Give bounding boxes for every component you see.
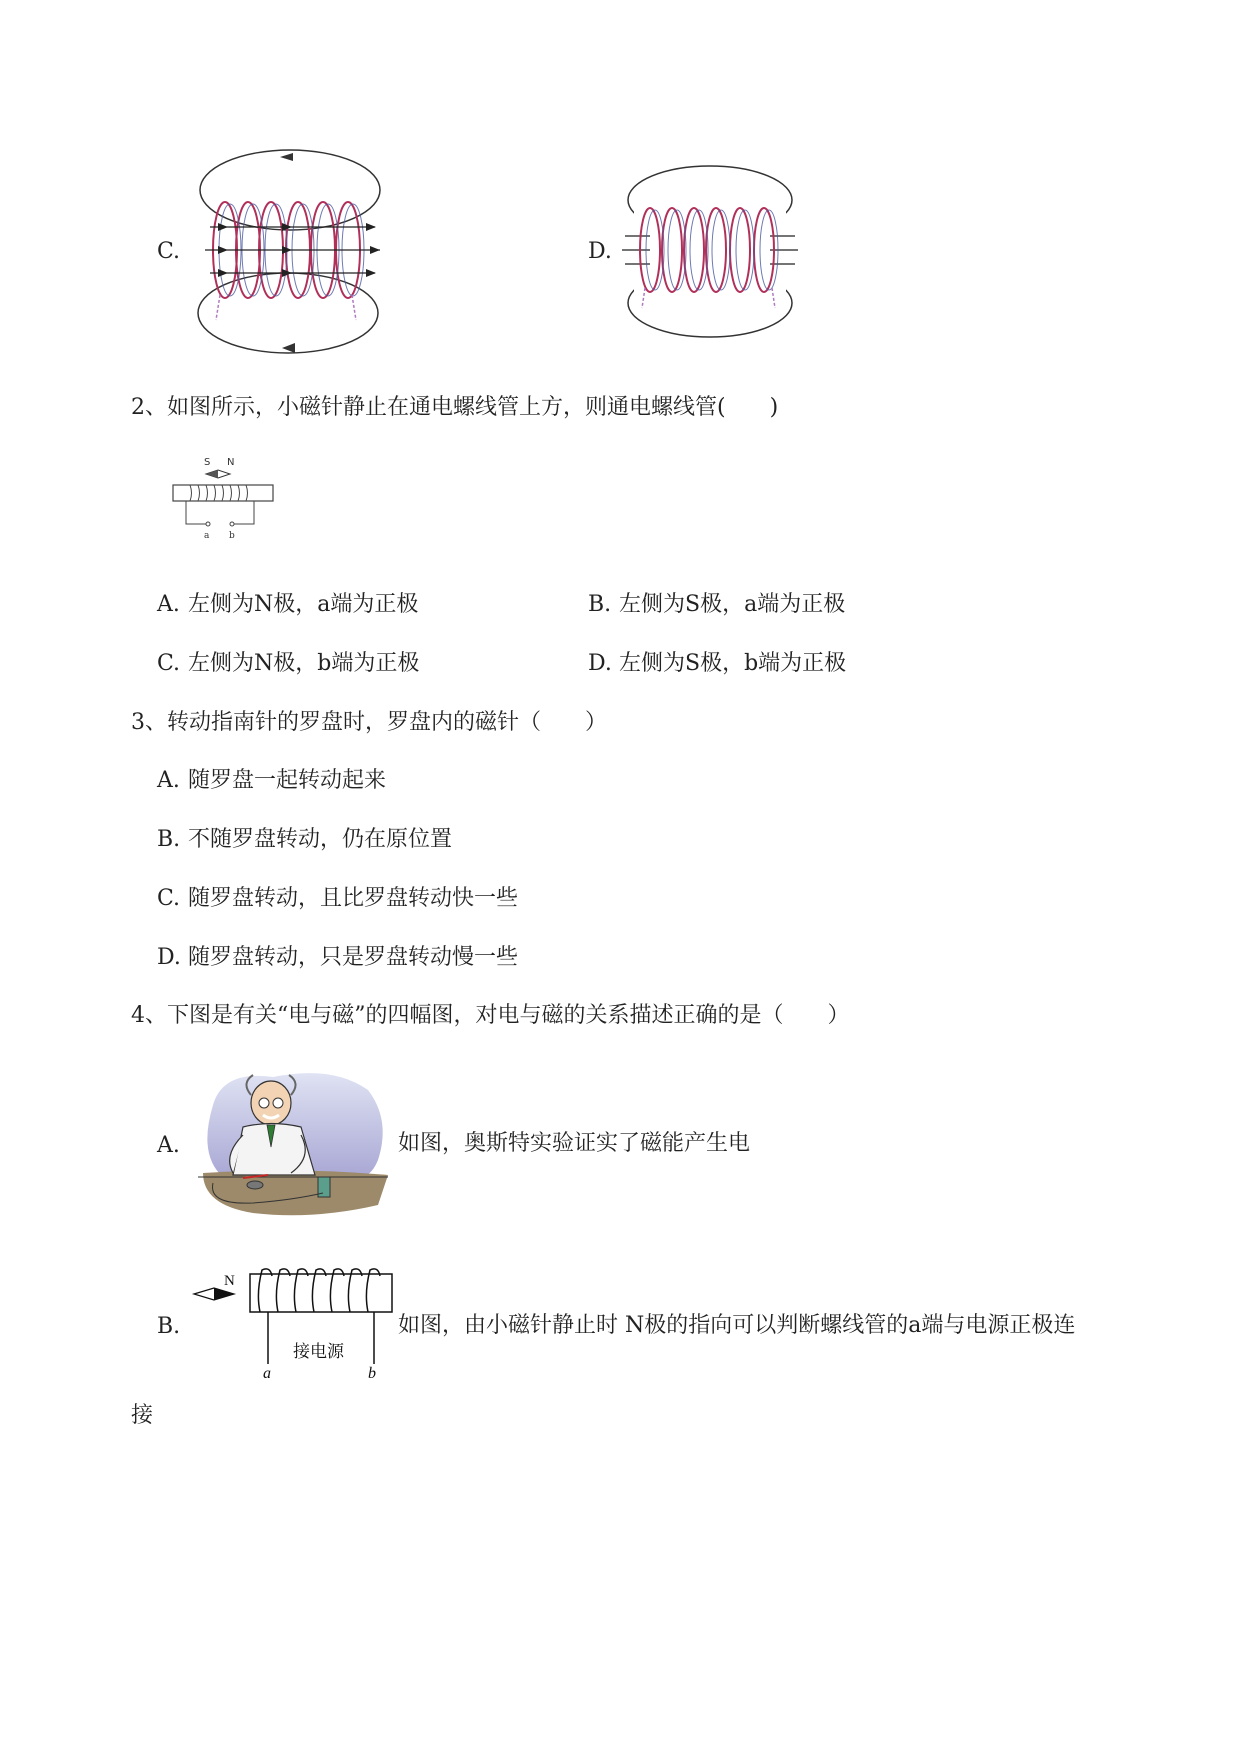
q2-option-b-label: B. — [588, 592, 612, 617]
q4-fig-label-a: a — [263, 1365, 271, 1382]
question-3-stem: 3、转动指南针的罗盘时，罗盘内的磁针（ ） — [131, 710, 607, 735]
q2-option-c-label: C. — [157, 651, 181, 676]
q1-option-d-label: D. — [588, 239, 612, 264]
q2-fig-label-n: N — [227, 457, 235, 468]
q1-figure-c — [190, 145, 390, 360]
q3-option-d-label: D. — [157, 945, 181, 970]
q4-option-a-label: A. — [157, 1133, 180, 1158]
q2-option-a-text: 左侧为N极，a端为正极 — [188, 592, 419, 617]
q4-option-b-text: 如图，由小磁针静止时 N极的指向可以判断螺线管的a端与电源正极连 — [398, 1313, 1076, 1338]
q3-option-b-text: 不随罗盘转动，仍在原位置 — [188, 827, 453, 852]
q2-fig-label-b: b — [229, 531, 235, 541]
q4-fig-label-b: b — [368, 1365, 376, 1382]
question-2-stem: 2、如图所示，小磁针静止在通电螺线管上方，则通电螺线管( ) — [131, 395, 779, 420]
q4-option-b-continuation: 接 — [131, 1403, 154, 1428]
q4-oersted-cartoon — [193, 1065, 393, 1220]
q3-option-a-label: A. — [157, 768, 180, 793]
q2-solenoid-figure — [168, 452, 278, 542]
q4-fig-label-power: 接电源 — [293, 1342, 344, 1362]
q2-option-a-label: A. — [157, 592, 180, 617]
q3-option-c-text: 随罗盘转动，且比罗盘转动快一些 — [188, 886, 519, 911]
q1-option-c-label: C. — [157, 239, 181, 264]
q2-option-d-label: D. — [588, 651, 612, 676]
q3-option-a-text: 随罗盘一起转动起来 — [188, 768, 387, 793]
q3-option-c-label: C. — [157, 886, 181, 911]
q2-fig-label-a: a — [204, 531, 210, 541]
q2-option-c-text: 左侧为N极，b端为正极 — [188, 651, 420, 676]
q2-option-b-text: 左侧为S极，a端为正极 — [619, 592, 846, 617]
q2-fig-label-s: S — [204, 457, 211, 468]
q1-figure-d — [620, 158, 800, 343]
q4-option-b-label: B. — [157, 1314, 181, 1339]
question-4-stem: 4、下图是有关“电与磁”的四幅图，对电与磁的关系描述正确的是（ ） — [131, 1003, 850, 1028]
q3-option-d-text: 随罗盘转动，只是罗盘转动慢一些 — [188, 945, 519, 970]
q4-solenoid-figure — [190, 1268, 400, 1388]
q2-option-d-text: 左侧为S极，b端为正极 — [619, 651, 847, 676]
q3-option-b-label: B. — [157, 827, 181, 852]
q4-fig-label-n: N — [224, 1273, 235, 1289]
q4-option-a-text: 如图，奥斯特实验证实了磁能产生电 — [398, 1131, 751, 1156]
